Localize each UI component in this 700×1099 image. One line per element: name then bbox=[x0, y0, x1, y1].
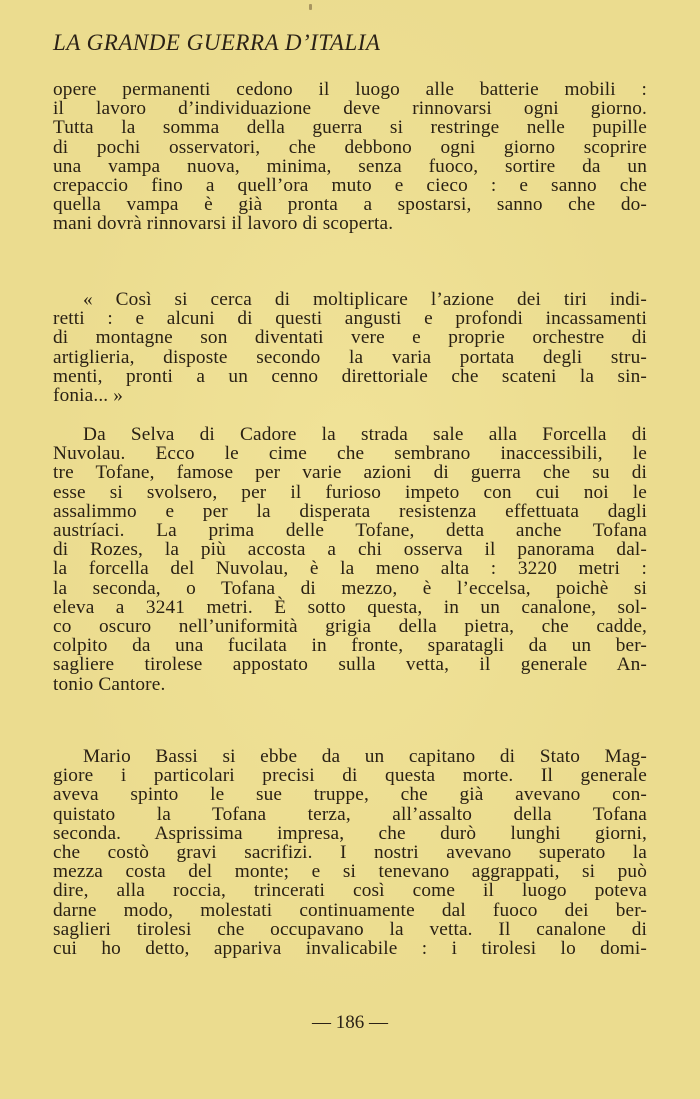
text-line: tre Tofane, famose per varie azioni di guerra che su di bbox=[53, 462, 647, 484]
text-line: di pochi osservatori, che debbono ogni giorno scoprire bbox=[53, 136, 647, 158]
text-line: austríaci. La prima delle Tofane, detta anche Tofana bbox=[53, 520, 647, 542]
paragraph-2 bbox=[53, 290, 647, 405]
page-mark bbox=[309, 4, 312, 10]
text-line: Tutta la somma della guerra si restringe nelle pupille bbox=[53, 117, 647, 139]
text-line: una vampa nuova, minima, senza fuoco, sortire da un bbox=[53, 155, 647, 177]
text-line: darne modo, molestati continuamente dal fuoco dei ber- bbox=[53, 899, 647, 921]
text-line: « Così si cerca di moltiplicare l’azione dei tiri indi- bbox=[83, 289, 647, 310]
page-number: — 186 — bbox=[312, 1012, 388, 1033]
text-line: co oscuro nell’uniformità grigia della pietra, che cadde, bbox=[53, 616, 647, 638]
text-line: menti, pronti a un cenno direttoriale che scateni la sin- bbox=[53, 365, 647, 387]
text-line: tonio Cantore. bbox=[53, 673, 166, 695]
text-line: di montagne son diventati vere e proprie orchestre di bbox=[53, 327, 647, 349]
text-line: quella vampa è già pronta a spostarsi, sanno che do- bbox=[53, 194, 647, 216]
text-line: eleva a 3241 metri. È sotto questa, in un canalone, sol- bbox=[53, 596, 647, 618]
text-line: di Rozes, la più accosta a chi osserva il panorama dal- bbox=[53, 539, 647, 561]
text-line: retti : e alcuni di questi angusti e profondi incassamenti bbox=[53, 308, 647, 330]
paragraph-1 bbox=[53, 80, 647, 234]
text-line: mezza costa del monte; e si tenevano aggrappati, si può bbox=[53, 861, 647, 883]
text-line: Mario Bassi si ebbe da un capitano di Stato Mag- bbox=[83, 746, 647, 767]
text-line: la seconda, o Tofana di mezzo, è l’eccelsa, poichè si bbox=[53, 577, 647, 599]
text-line: Nuvolau. Ecco le cime che sembrano inaccessibili, le bbox=[53, 443, 647, 465]
text-line: esse si svolsero, per il furioso impeto con cui noi le bbox=[53, 481, 647, 503]
text-line: dire, alla roccia, trincerati così come il luogo poteva bbox=[53, 880, 647, 902]
text-line: che costò gravi sacrifizi. I nostri avevano superato la bbox=[53, 842, 647, 864]
text-line: seconda. Asprissima impresa, che durò lunghi giorni, bbox=[53, 822, 647, 844]
running-title: LA GRANDE GUERRA D’ITALIA bbox=[53, 30, 381, 55]
text-line: opere permanenti cedono il luogo alle batterie mobili : bbox=[53, 79, 647, 100]
text-line: Da Selva di Cadore la strada sale alla Forcella di bbox=[83, 424, 647, 445]
text-line: assalimmo e per la disperata resistenza effettuata dagli bbox=[53, 500, 647, 522]
text-line: il lavoro d’individuazione deve rinnovarsi ogni giorno. bbox=[53, 98, 647, 120]
text-line: cui ho detto, appariva invalicabile : i tirolesi lo domi- bbox=[53, 938, 647, 960]
paragraph-3 bbox=[53, 425, 647, 694]
text-line: quistato la Tofana terza, all’assalto della Tofana bbox=[53, 803, 647, 825]
text-line: sagliere tirolese appostato sulla vetta, il generale An- bbox=[53, 654, 647, 676]
text-line: crepaccio fino a quell’ora muto e cieco : e sanno che bbox=[53, 175, 647, 197]
text-line: saglieri tirolesi che occupavano la vetta. Il canalone di bbox=[53, 918, 647, 940]
text-line: colpito da una fucilata in fronte, sparatagli da un ber- bbox=[53, 635, 647, 657]
text-line: giore i particolari precisi di questa morte. Il generale bbox=[53, 765, 647, 787]
text-line: la forcella del Nuvolau, è la meno alta : 3220 metri : bbox=[53, 558, 647, 580]
text-line: fonia... » bbox=[53, 385, 124, 407]
paragraph-4 bbox=[53, 747, 647, 958]
text-line: artiglieria, disposte secondo la varia portata degli stru- bbox=[53, 346, 647, 368]
text-line: mani dovrà rinnovarsi il lavoro di scoperta. bbox=[53, 213, 394, 235]
text-line: aveva spinto le sue truppe, che già avevano con- bbox=[53, 784, 647, 806]
